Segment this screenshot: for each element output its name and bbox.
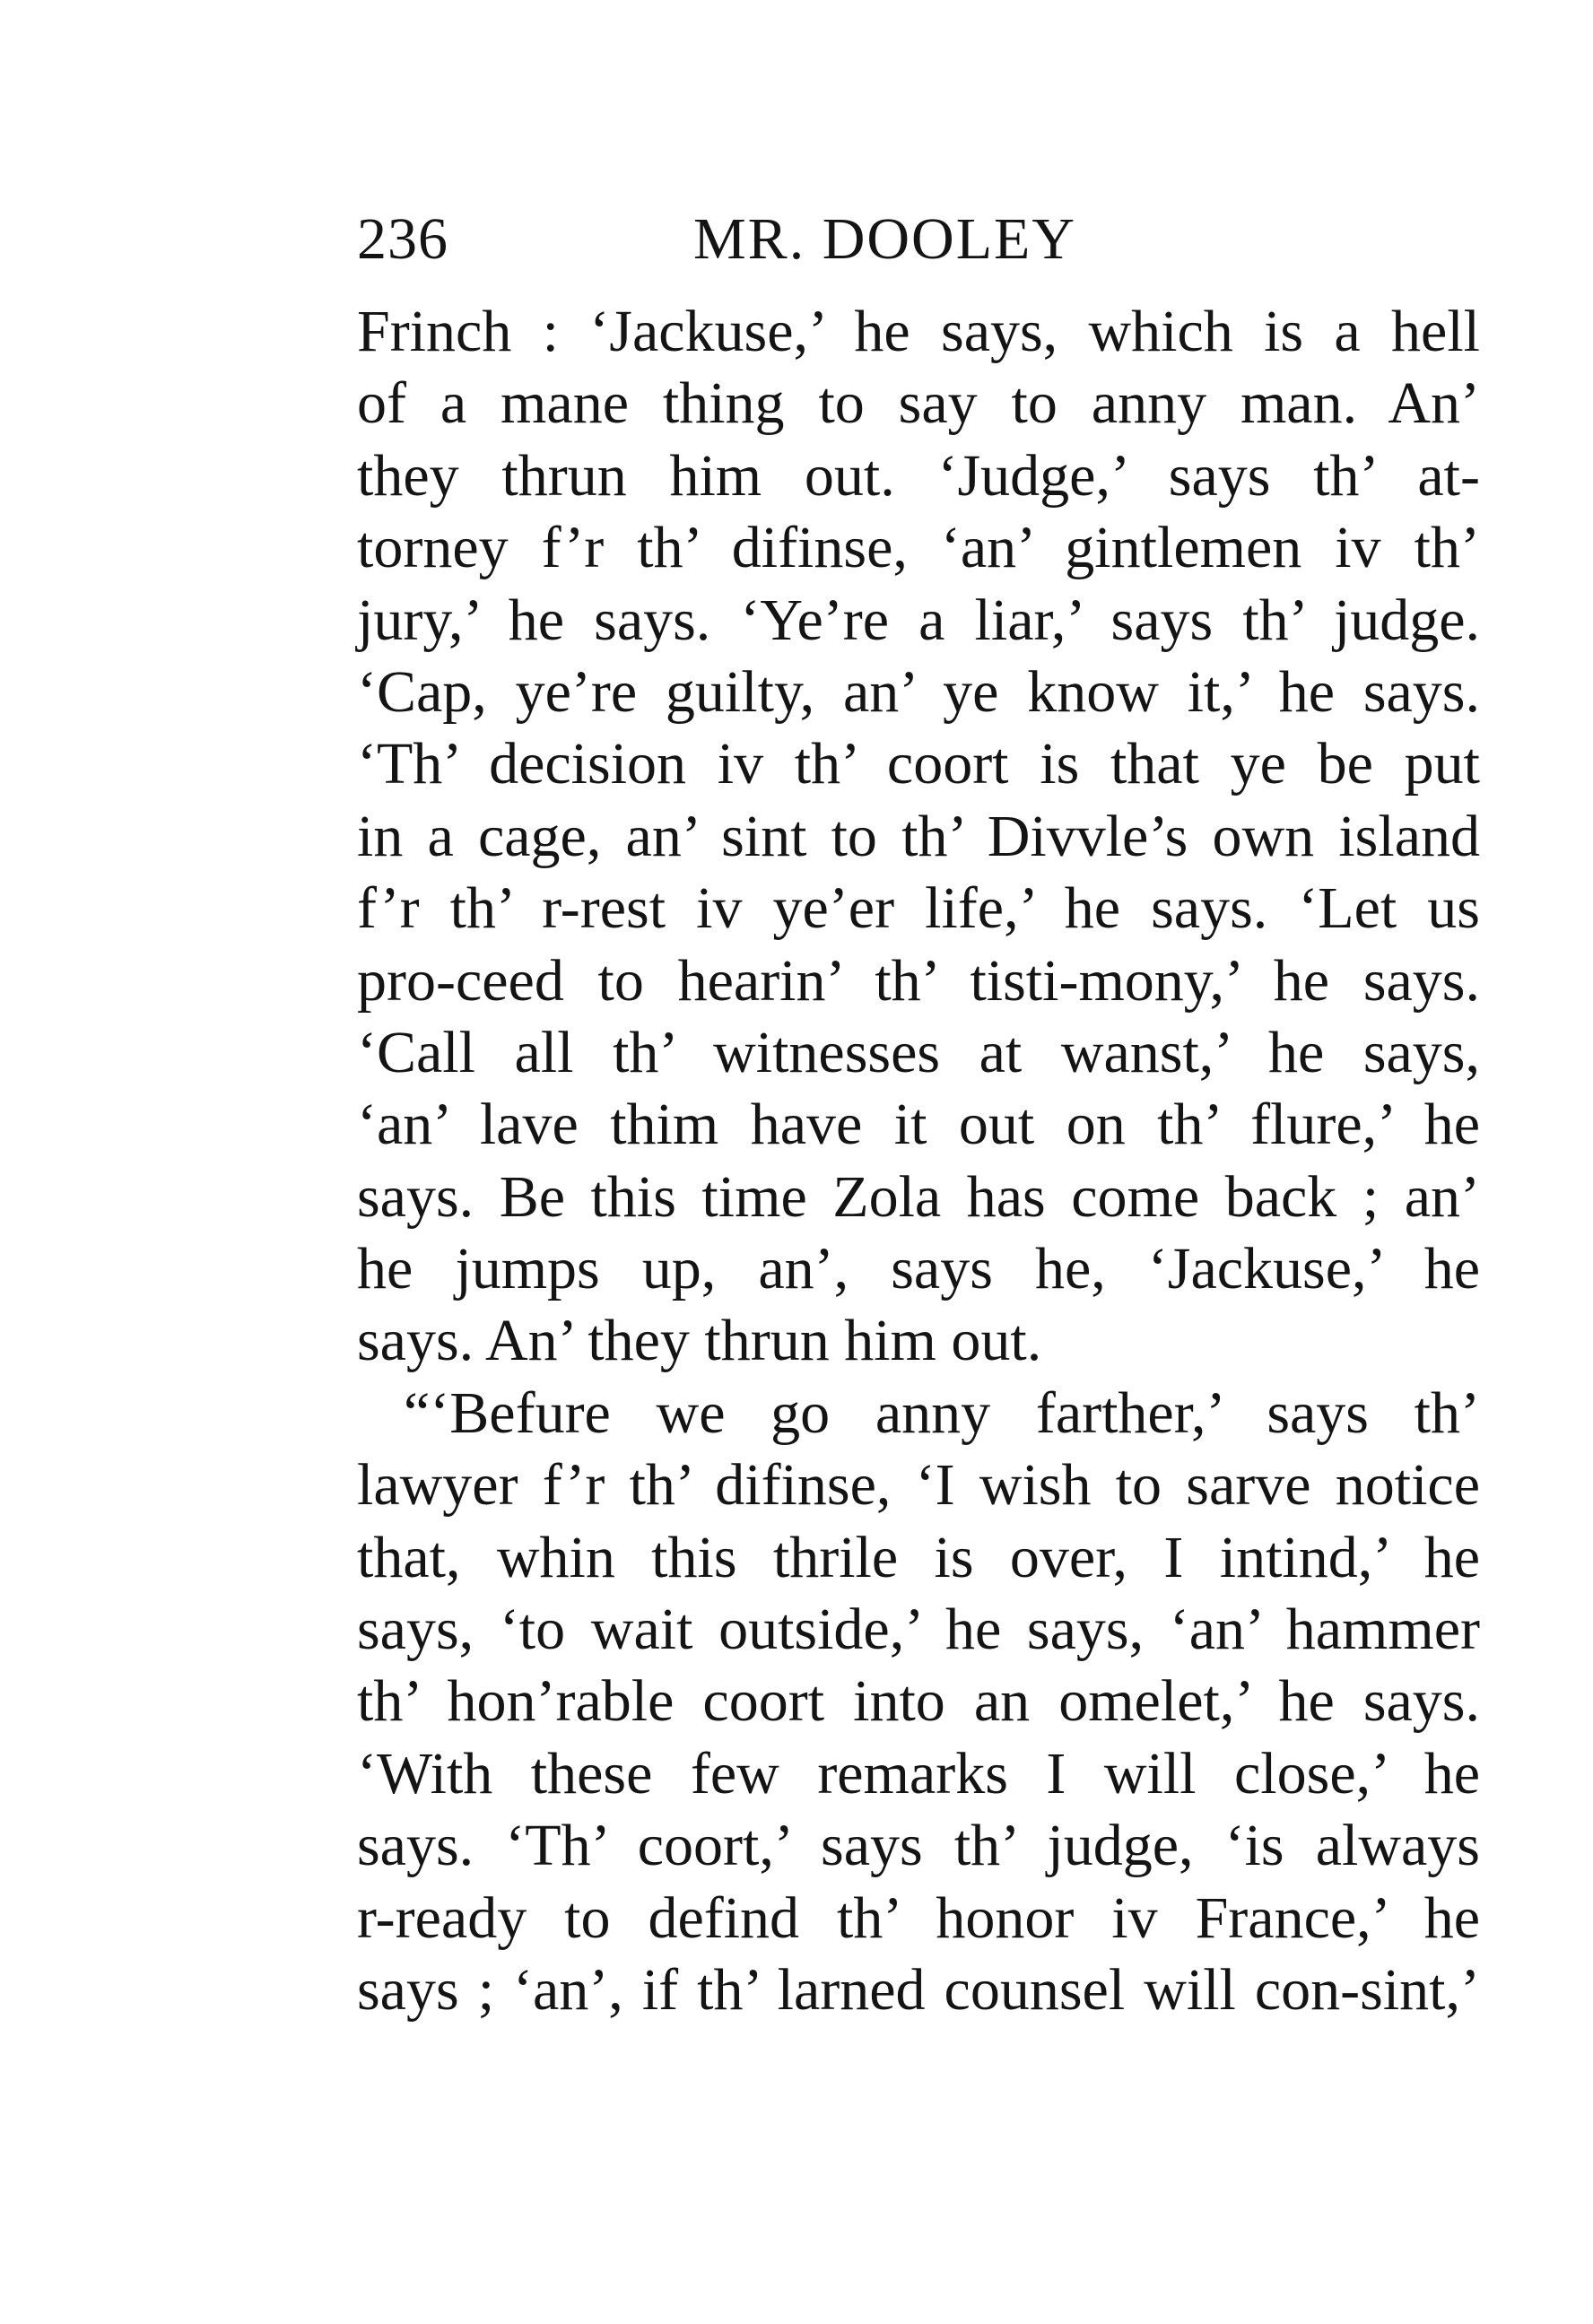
text-line: lawyer f’r th’ difinse, ‘I wish to sarve notice [357,1452,1480,1519]
text-line-paragraph-end: says. An’ they thrun him out. [357,1308,1042,1374]
text-line: jury,’ he says. ‘Ye’re a liar,’ says th’ judge. [357,587,1480,653]
text-line: says. ‘Th’ coort,’ says th’ judge, ‘is always [357,1813,1480,1879]
body-text [357,296,1480,2026]
text-line: torney f’r th’ difinse, ‘an’ gintlemen iv th’ [357,515,1480,581]
text-line: ‘Cap, ye’re guilty, an’ ye know it,’ he says. [357,658,1480,725]
page-number: 236 [357,206,448,272]
text-line: r-ready to defind th’ honor iv France,’ he [357,1884,1480,1951]
text-line: ‘Th’ decision iv th’ coort is that ye be put [357,731,1480,797]
text-line: says ; ‘an’, if th’ larned counsel will con-sint,’ [357,1956,1480,2023]
text-line: ‘Call all th’ witnesses at wanst,’ he says, [357,1019,1480,1085]
text-line: that, whin this thrile is over, I intind,’ he [357,1524,1480,1590]
text-line: says, ‘to wait outside,’ he says, ‘an’ hammer [357,1597,1480,1663]
text-line: in a cage, an’ sint to th’ Divvle’s own island [357,803,1480,869]
text-line: says. Be this time Zola has come back ; an’ [357,1163,1480,1230]
running-title: MR. DOOLEY [693,206,1076,272]
text-line: f’r th’ r-rest iv ye’er life,’ he says. ‘Let us [357,875,1480,942]
running-head [357,199,1469,280]
text-line: ‘an’ lave thim have it out on th’ flure,’ he [357,1092,1480,1158]
text-line: of a mane thing to say to anny man. An’ [357,370,1480,437]
text-line: pro-ceed to hearin’ th’ tisti-mony,’ he says. [357,947,1480,1014]
text-line: he jumps up, an’, says he, ‘Jackuse,’ he [357,1236,1480,1302]
text-line: they thrun him out. ‘Judge,’ says th’ at- [357,442,1480,509]
text-line-paragraph-start: “‘Befure we go anny farther,’ says th’ [404,1380,1480,1446]
text-line: th’ hon’rable coort into an omelet,’ he says. [357,1668,1480,1735]
text-line: ‘With these few remarks I will close,’ he [357,1740,1480,1806]
text-line: Frinch : ‘Jackuse,’ he says, which is a hell [357,299,1480,364]
